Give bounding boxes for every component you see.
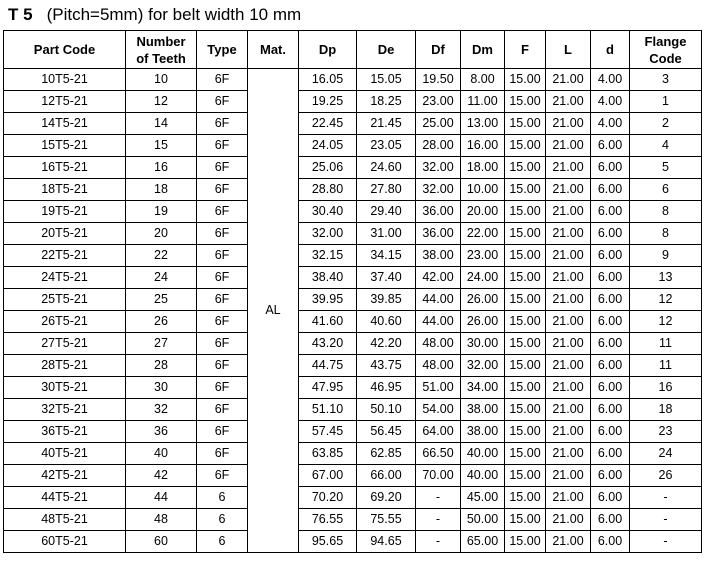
cell-part-code: 32T5-21 bbox=[4, 399, 126, 421]
cell-dp: 47.95 bbox=[299, 377, 357, 399]
cell-d: 6.00 bbox=[591, 377, 630, 399]
header-d: d bbox=[591, 31, 630, 69]
cell-f: 15.00 bbox=[505, 311, 546, 333]
cell-flange-code: 8 bbox=[630, 201, 702, 223]
cell-part-code: 12T5-21 bbox=[4, 91, 126, 113]
cell-f: 15.00 bbox=[505, 69, 546, 91]
title-subtitle: (Pitch=5mm) for belt width 10 mm bbox=[46, 5, 302, 24]
cell-teeth: 30 bbox=[126, 377, 197, 399]
cell-type: 6F bbox=[197, 421, 248, 443]
cell-flange-code: 11 bbox=[630, 355, 702, 377]
cell-l: 21.00 bbox=[546, 355, 591, 377]
table-row bbox=[4, 487, 702, 509]
cell-dm: 11.00 bbox=[461, 91, 505, 113]
cell-type: 6F bbox=[197, 69, 248, 91]
cell-flange-code: - bbox=[630, 509, 702, 531]
cell-df: 64.00 bbox=[416, 421, 461, 443]
cell-f: 15.00 bbox=[505, 201, 546, 223]
cell-teeth: 44 bbox=[126, 487, 197, 509]
cell-type: 6F bbox=[197, 289, 248, 311]
cell-df: - bbox=[416, 531, 461, 553]
cell-dm: 40.00 bbox=[461, 465, 505, 487]
cell-d: 6.00 bbox=[591, 465, 630, 487]
cell-f: 15.00 bbox=[505, 487, 546, 509]
cell-flange-code: 23 bbox=[630, 421, 702, 443]
header-row bbox=[4, 31, 702, 69]
cell-teeth: 19 bbox=[126, 201, 197, 223]
cell-part-code: 14T5-21 bbox=[4, 113, 126, 135]
cell-flange-code: 24 bbox=[630, 443, 702, 465]
cell-type: 6F bbox=[197, 223, 248, 245]
table-row bbox=[4, 333, 702, 355]
cell-part-code: 30T5-21 bbox=[4, 377, 126, 399]
cell-dm: 20.00 bbox=[461, 201, 505, 223]
cell-f: 15.00 bbox=[505, 245, 546, 267]
table-row bbox=[4, 531, 702, 553]
cell-dp: 16.05 bbox=[299, 69, 357, 91]
cell-de: 43.75 bbox=[357, 355, 416, 377]
cell-de: 40.60 bbox=[357, 311, 416, 333]
table-row bbox=[4, 377, 702, 399]
cell-part-code: 27T5-21 bbox=[4, 333, 126, 355]
cell-type: 6F bbox=[197, 113, 248, 135]
cell-de: 94.65 bbox=[357, 531, 416, 553]
cell-part-code: 60T5-21 bbox=[4, 531, 126, 553]
cell-df: 66.50 bbox=[416, 443, 461, 465]
cell-dp: 95.65 bbox=[299, 531, 357, 553]
cell-l: 21.00 bbox=[546, 509, 591, 531]
cell-l: 21.00 bbox=[546, 421, 591, 443]
cell-de: 23.05 bbox=[357, 135, 416, 157]
cell-dm: 38.00 bbox=[461, 421, 505, 443]
cell-de: 27.80 bbox=[357, 179, 416, 201]
cell-l: 21.00 bbox=[546, 135, 591, 157]
cell-flange-code: 16 bbox=[630, 377, 702, 399]
table-row bbox=[4, 443, 702, 465]
cell-dp: 39.95 bbox=[299, 289, 357, 311]
cell-d: 6.00 bbox=[591, 157, 630, 179]
cell-d: 4.00 bbox=[591, 69, 630, 91]
cell-type: 6F bbox=[197, 91, 248, 113]
cell-teeth: 32 bbox=[126, 399, 197, 421]
cell-dp: 63.85 bbox=[299, 443, 357, 465]
cell-f: 15.00 bbox=[505, 377, 546, 399]
cell-part-code: 44T5-21 bbox=[4, 487, 126, 509]
series-name: T 5 bbox=[8, 5, 33, 24]
cell-l: 21.00 bbox=[546, 69, 591, 91]
cell-part-code: 28T5-21 bbox=[4, 355, 126, 377]
cell-de: 18.25 bbox=[357, 91, 416, 113]
cell-dm: 22.00 bbox=[461, 223, 505, 245]
cell-dm: 26.00 bbox=[461, 289, 505, 311]
cell-df: - bbox=[416, 509, 461, 531]
cell-type: 6F bbox=[197, 157, 248, 179]
cell-de: 39.85 bbox=[357, 289, 416, 311]
table-row bbox=[4, 223, 702, 245]
cell-dp: 32.00 bbox=[299, 223, 357, 245]
cell-part-code: 40T5-21 bbox=[4, 443, 126, 465]
cell-f: 15.00 bbox=[505, 135, 546, 157]
cell-l: 21.00 bbox=[546, 443, 591, 465]
cell-dp: 76.55 bbox=[299, 509, 357, 531]
cell-de: 66.00 bbox=[357, 465, 416, 487]
cell-part-code: 26T5-21 bbox=[4, 311, 126, 333]
pulley-spec-table bbox=[3, 30, 702, 553]
cell-type: 6F bbox=[197, 443, 248, 465]
table-row bbox=[4, 113, 702, 135]
cell-dp: 38.40 bbox=[299, 267, 357, 289]
cell-teeth: 25 bbox=[126, 289, 197, 311]
cell-d: 6.00 bbox=[591, 201, 630, 223]
cell-l: 21.00 bbox=[546, 267, 591, 289]
cell-type: 6F bbox=[197, 311, 248, 333]
cell-part-code: 16T5-21 bbox=[4, 157, 126, 179]
cell-flange-code: 18 bbox=[630, 399, 702, 421]
cell-teeth: 10 bbox=[126, 69, 197, 91]
cell-l: 21.00 bbox=[546, 531, 591, 553]
cell-dp: 25.06 bbox=[299, 157, 357, 179]
cell-l: 21.00 bbox=[546, 201, 591, 223]
cell-de: 75.55 bbox=[357, 509, 416, 531]
cell-d: 6.00 bbox=[591, 531, 630, 553]
cell-type: 6F bbox=[197, 179, 248, 201]
cell-df: 42.00 bbox=[416, 267, 461, 289]
table-row bbox=[4, 399, 702, 421]
cell-f: 15.00 bbox=[505, 223, 546, 245]
table-row bbox=[4, 245, 702, 267]
cell-type: 6F bbox=[197, 355, 248, 377]
cell-part-code: 48T5-21 bbox=[4, 509, 126, 531]
cell-type: 6F bbox=[197, 201, 248, 223]
cell-d: 6.00 bbox=[591, 421, 630, 443]
cell-de: 62.85 bbox=[357, 443, 416, 465]
cell-de: 37.40 bbox=[357, 267, 416, 289]
cell-dm: 45.00 bbox=[461, 487, 505, 509]
cell-de: 46.95 bbox=[357, 377, 416, 399]
header-number-of-teeth: Number of Teeth bbox=[126, 31, 197, 69]
cell-teeth: 12 bbox=[126, 91, 197, 113]
cell-teeth: 20 bbox=[126, 223, 197, 245]
cell-l: 21.00 bbox=[546, 223, 591, 245]
cell-flange-code: 3 bbox=[630, 69, 702, 91]
cell-teeth: 15 bbox=[126, 135, 197, 157]
cell-d: 6.00 bbox=[591, 245, 630, 267]
cell-teeth: 24 bbox=[126, 267, 197, 289]
table-row bbox=[4, 465, 702, 487]
cell-teeth: 40 bbox=[126, 443, 197, 465]
cell-f: 15.00 bbox=[505, 509, 546, 531]
cell-df: 23.00 bbox=[416, 91, 461, 113]
cell-flange-code: 2 bbox=[630, 113, 702, 135]
cell-d: 6.00 bbox=[591, 311, 630, 333]
cell-f: 15.00 bbox=[505, 113, 546, 135]
cell-dp: 28.80 bbox=[299, 179, 357, 201]
cell-f: 15.00 bbox=[505, 333, 546, 355]
cell-teeth: 36 bbox=[126, 421, 197, 443]
cell-dm: 40.00 bbox=[461, 443, 505, 465]
table-row bbox=[4, 69, 702, 91]
cell-de: 69.20 bbox=[357, 487, 416, 509]
cell-type: 6 bbox=[197, 487, 248, 509]
cell-dp: 57.45 bbox=[299, 421, 357, 443]
cell-dm: 10.00 bbox=[461, 179, 505, 201]
cell-df: 32.00 bbox=[416, 179, 461, 201]
cell-l: 21.00 bbox=[546, 465, 591, 487]
table-row bbox=[4, 509, 702, 531]
page-title bbox=[8, 2, 301, 28]
cell-type: 6F bbox=[197, 333, 248, 355]
cell-l: 21.00 bbox=[546, 245, 591, 267]
cell-f: 15.00 bbox=[505, 531, 546, 553]
cell-teeth: 60 bbox=[126, 531, 197, 553]
cell-type: 6 bbox=[197, 509, 248, 531]
cell-df: 25.00 bbox=[416, 113, 461, 135]
table-row bbox=[4, 179, 702, 201]
cell-f: 15.00 bbox=[505, 91, 546, 113]
cell-dm: 26.00 bbox=[461, 311, 505, 333]
cell-de: 50.10 bbox=[357, 399, 416, 421]
cell-df: 48.00 bbox=[416, 355, 461, 377]
cell-dm: 8.00 bbox=[461, 69, 505, 91]
table-row bbox=[4, 355, 702, 377]
cell-d: 6.00 bbox=[591, 487, 630, 509]
cell-teeth: 22 bbox=[126, 245, 197, 267]
cell-d: 6.00 bbox=[591, 355, 630, 377]
cell-df: - bbox=[416, 487, 461, 509]
header-part-code: Part Code bbox=[4, 31, 126, 69]
cell-flange-code: 9 bbox=[630, 245, 702, 267]
cell-l: 21.00 bbox=[546, 399, 591, 421]
cell-flange-code: 12 bbox=[630, 311, 702, 333]
cell-f: 15.00 bbox=[505, 421, 546, 443]
table-row bbox=[4, 135, 702, 157]
header-f: F bbox=[505, 31, 546, 69]
cell-teeth: 18 bbox=[126, 179, 197, 201]
cell-dm: 13.00 bbox=[461, 113, 505, 135]
cell-part-code: 22T5-21 bbox=[4, 245, 126, 267]
cell-type: 6F bbox=[197, 267, 248, 289]
cell-l: 21.00 bbox=[546, 377, 591, 399]
cell-teeth: 48 bbox=[126, 509, 197, 531]
cell-l: 21.00 bbox=[546, 289, 591, 311]
cell-d: 6.00 bbox=[591, 443, 630, 465]
cell-f: 15.00 bbox=[505, 267, 546, 289]
cell-dp: 44.75 bbox=[299, 355, 357, 377]
cell-flange-code: 6 bbox=[630, 179, 702, 201]
cell-dp: 41.60 bbox=[299, 311, 357, 333]
cell-dp: 24.05 bbox=[299, 135, 357, 157]
cell-part-code: 18T5-21 bbox=[4, 179, 126, 201]
header-dm: Dm bbox=[461, 31, 505, 69]
cell-part-code: 15T5-21 bbox=[4, 135, 126, 157]
cell-de: 15.05 bbox=[357, 69, 416, 91]
header-df: Df bbox=[416, 31, 461, 69]
cell-part-code: 25T5-21 bbox=[4, 289, 126, 311]
header-material: Mat. bbox=[248, 31, 299, 69]
cell-de: 56.45 bbox=[357, 421, 416, 443]
cell-teeth: 16 bbox=[126, 157, 197, 179]
header-dp: Dp bbox=[299, 31, 357, 69]
cell-type: 6 bbox=[197, 531, 248, 553]
cell-d: 4.00 bbox=[591, 91, 630, 113]
cell-d: 6.00 bbox=[591, 267, 630, 289]
cell-dm: 34.00 bbox=[461, 377, 505, 399]
cell-f: 15.00 bbox=[505, 157, 546, 179]
cell-df: 48.00 bbox=[416, 333, 461, 355]
cell-type: 6F bbox=[197, 465, 248, 487]
cell-flange-code: 4 bbox=[630, 135, 702, 157]
cell-dm: 30.00 bbox=[461, 333, 505, 355]
header-de: De bbox=[357, 31, 416, 69]
cell-flange-code: 8 bbox=[630, 223, 702, 245]
cell-dm: 38.00 bbox=[461, 399, 505, 421]
cell-dp: 32.15 bbox=[299, 245, 357, 267]
cell-df: 51.00 bbox=[416, 377, 461, 399]
cell-d: 6.00 bbox=[591, 399, 630, 421]
cell-l: 21.00 bbox=[546, 113, 591, 135]
cell-dm: 32.00 bbox=[461, 355, 505, 377]
table-row bbox=[4, 311, 702, 333]
cell-type: 6F bbox=[197, 245, 248, 267]
cell-f: 15.00 bbox=[505, 355, 546, 377]
cell-dp: 70.20 bbox=[299, 487, 357, 509]
header-l: L bbox=[546, 31, 591, 69]
cell-part-code: 36T5-21 bbox=[4, 421, 126, 443]
cell-f: 15.00 bbox=[505, 465, 546, 487]
cell-df: 36.00 bbox=[416, 201, 461, 223]
cell-flange-code: 11 bbox=[630, 333, 702, 355]
cell-dp: 22.45 bbox=[299, 113, 357, 135]
cell-dp: 19.25 bbox=[299, 91, 357, 113]
cell-dm: 24.00 bbox=[461, 267, 505, 289]
table-row bbox=[4, 157, 702, 179]
table-row bbox=[4, 91, 702, 113]
cell-l: 21.00 bbox=[546, 91, 591, 113]
cell-teeth: 26 bbox=[126, 311, 197, 333]
cell-l: 21.00 bbox=[546, 157, 591, 179]
cell-df: 36.00 bbox=[416, 223, 461, 245]
cell-flange-code: 5 bbox=[630, 157, 702, 179]
cell-type: 6F bbox=[197, 377, 248, 399]
table-row bbox=[4, 201, 702, 223]
cell-df: 44.00 bbox=[416, 311, 461, 333]
cell-d: 4.00 bbox=[591, 113, 630, 135]
header-type: Type bbox=[197, 31, 248, 69]
cell-d: 6.00 bbox=[591, 509, 630, 531]
cell-material: AL bbox=[248, 69, 299, 553]
cell-df: 28.00 bbox=[416, 135, 461, 157]
cell-flange-code: 26 bbox=[630, 465, 702, 487]
cell-de: 29.40 bbox=[357, 201, 416, 223]
cell-df: 19.50 bbox=[416, 69, 461, 91]
cell-d: 6.00 bbox=[591, 223, 630, 245]
cell-type: 6F bbox=[197, 399, 248, 421]
cell-f: 15.00 bbox=[505, 443, 546, 465]
cell-f: 15.00 bbox=[505, 399, 546, 421]
cell-dp: 30.40 bbox=[299, 201, 357, 223]
cell-de: 21.45 bbox=[357, 113, 416, 135]
cell-l: 21.00 bbox=[546, 311, 591, 333]
cell-flange-code: - bbox=[630, 487, 702, 509]
cell-flange-code: 1 bbox=[630, 91, 702, 113]
table-row bbox=[4, 289, 702, 311]
cell-l: 21.00 bbox=[546, 333, 591, 355]
cell-part-code: 20T5-21 bbox=[4, 223, 126, 245]
cell-de: 42.20 bbox=[357, 333, 416, 355]
cell-dp: 51.10 bbox=[299, 399, 357, 421]
cell-dm: 23.00 bbox=[461, 245, 505, 267]
cell-de: 31.00 bbox=[357, 223, 416, 245]
cell-dm: 65.00 bbox=[461, 531, 505, 553]
cell-df: 38.00 bbox=[416, 245, 461, 267]
cell-type: 6F bbox=[197, 135, 248, 157]
cell-teeth: 27 bbox=[126, 333, 197, 355]
cell-de: 34.15 bbox=[357, 245, 416, 267]
cell-part-code: 19T5-21 bbox=[4, 201, 126, 223]
table-row bbox=[4, 421, 702, 443]
cell-dm: 18.00 bbox=[461, 157, 505, 179]
cell-dp: 67.00 bbox=[299, 465, 357, 487]
cell-d: 6.00 bbox=[591, 289, 630, 311]
cell-d: 6.00 bbox=[591, 333, 630, 355]
header-flange-code: Flange Code bbox=[630, 31, 702, 69]
cell-teeth: 14 bbox=[126, 113, 197, 135]
cell-teeth: 42 bbox=[126, 465, 197, 487]
cell-f: 15.00 bbox=[505, 289, 546, 311]
cell-part-code: 42T5-21 bbox=[4, 465, 126, 487]
cell-flange-code: - bbox=[630, 531, 702, 553]
cell-flange-code: 13 bbox=[630, 267, 702, 289]
cell-flange-code: 12 bbox=[630, 289, 702, 311]
table-row bbox=[4, 267, 702, 289]
cell-de: 24.60 bbox=[357, 157, 416, 179]
cell-l: 21.00 bbox=[546, 487, 591, 509]
cell-df: 32.00 bbox=[416, 157, 461, 179]
cell-dm: 50.00 bbox=[461, 509, 505, 531]
cell-teeth: 28 bbox=[126, 355, 197, 377]
cell-dm: 16.00 bbox=[461, 135, 505, 157]
cell-d: 6.00 bbox=[591, 135, 630, 157]
cell-d: 6.00 bbox=[591, 179, 630, 201]
cell-df: 70.00 bbox=[416, 465, 461, 487]
cell-df: 44.00 bbox=[416, 289, 461, 311]
cell-part-code: 24T5-21 bbox=[4, 267, 126, 289]
cell-df: 54.00 bbox=[416, 399, 461, 421]
cell-l: 21.00 bbox=[546, 179, 591, 201]
cell-dp: 43.20 bbox=[299, 333, 357, 355]
cell-part-code: 10T5-21 bbox=[4, 69, 126, 91]
cell-f: 15.00 bbox=[505, 179, 546, 201]
